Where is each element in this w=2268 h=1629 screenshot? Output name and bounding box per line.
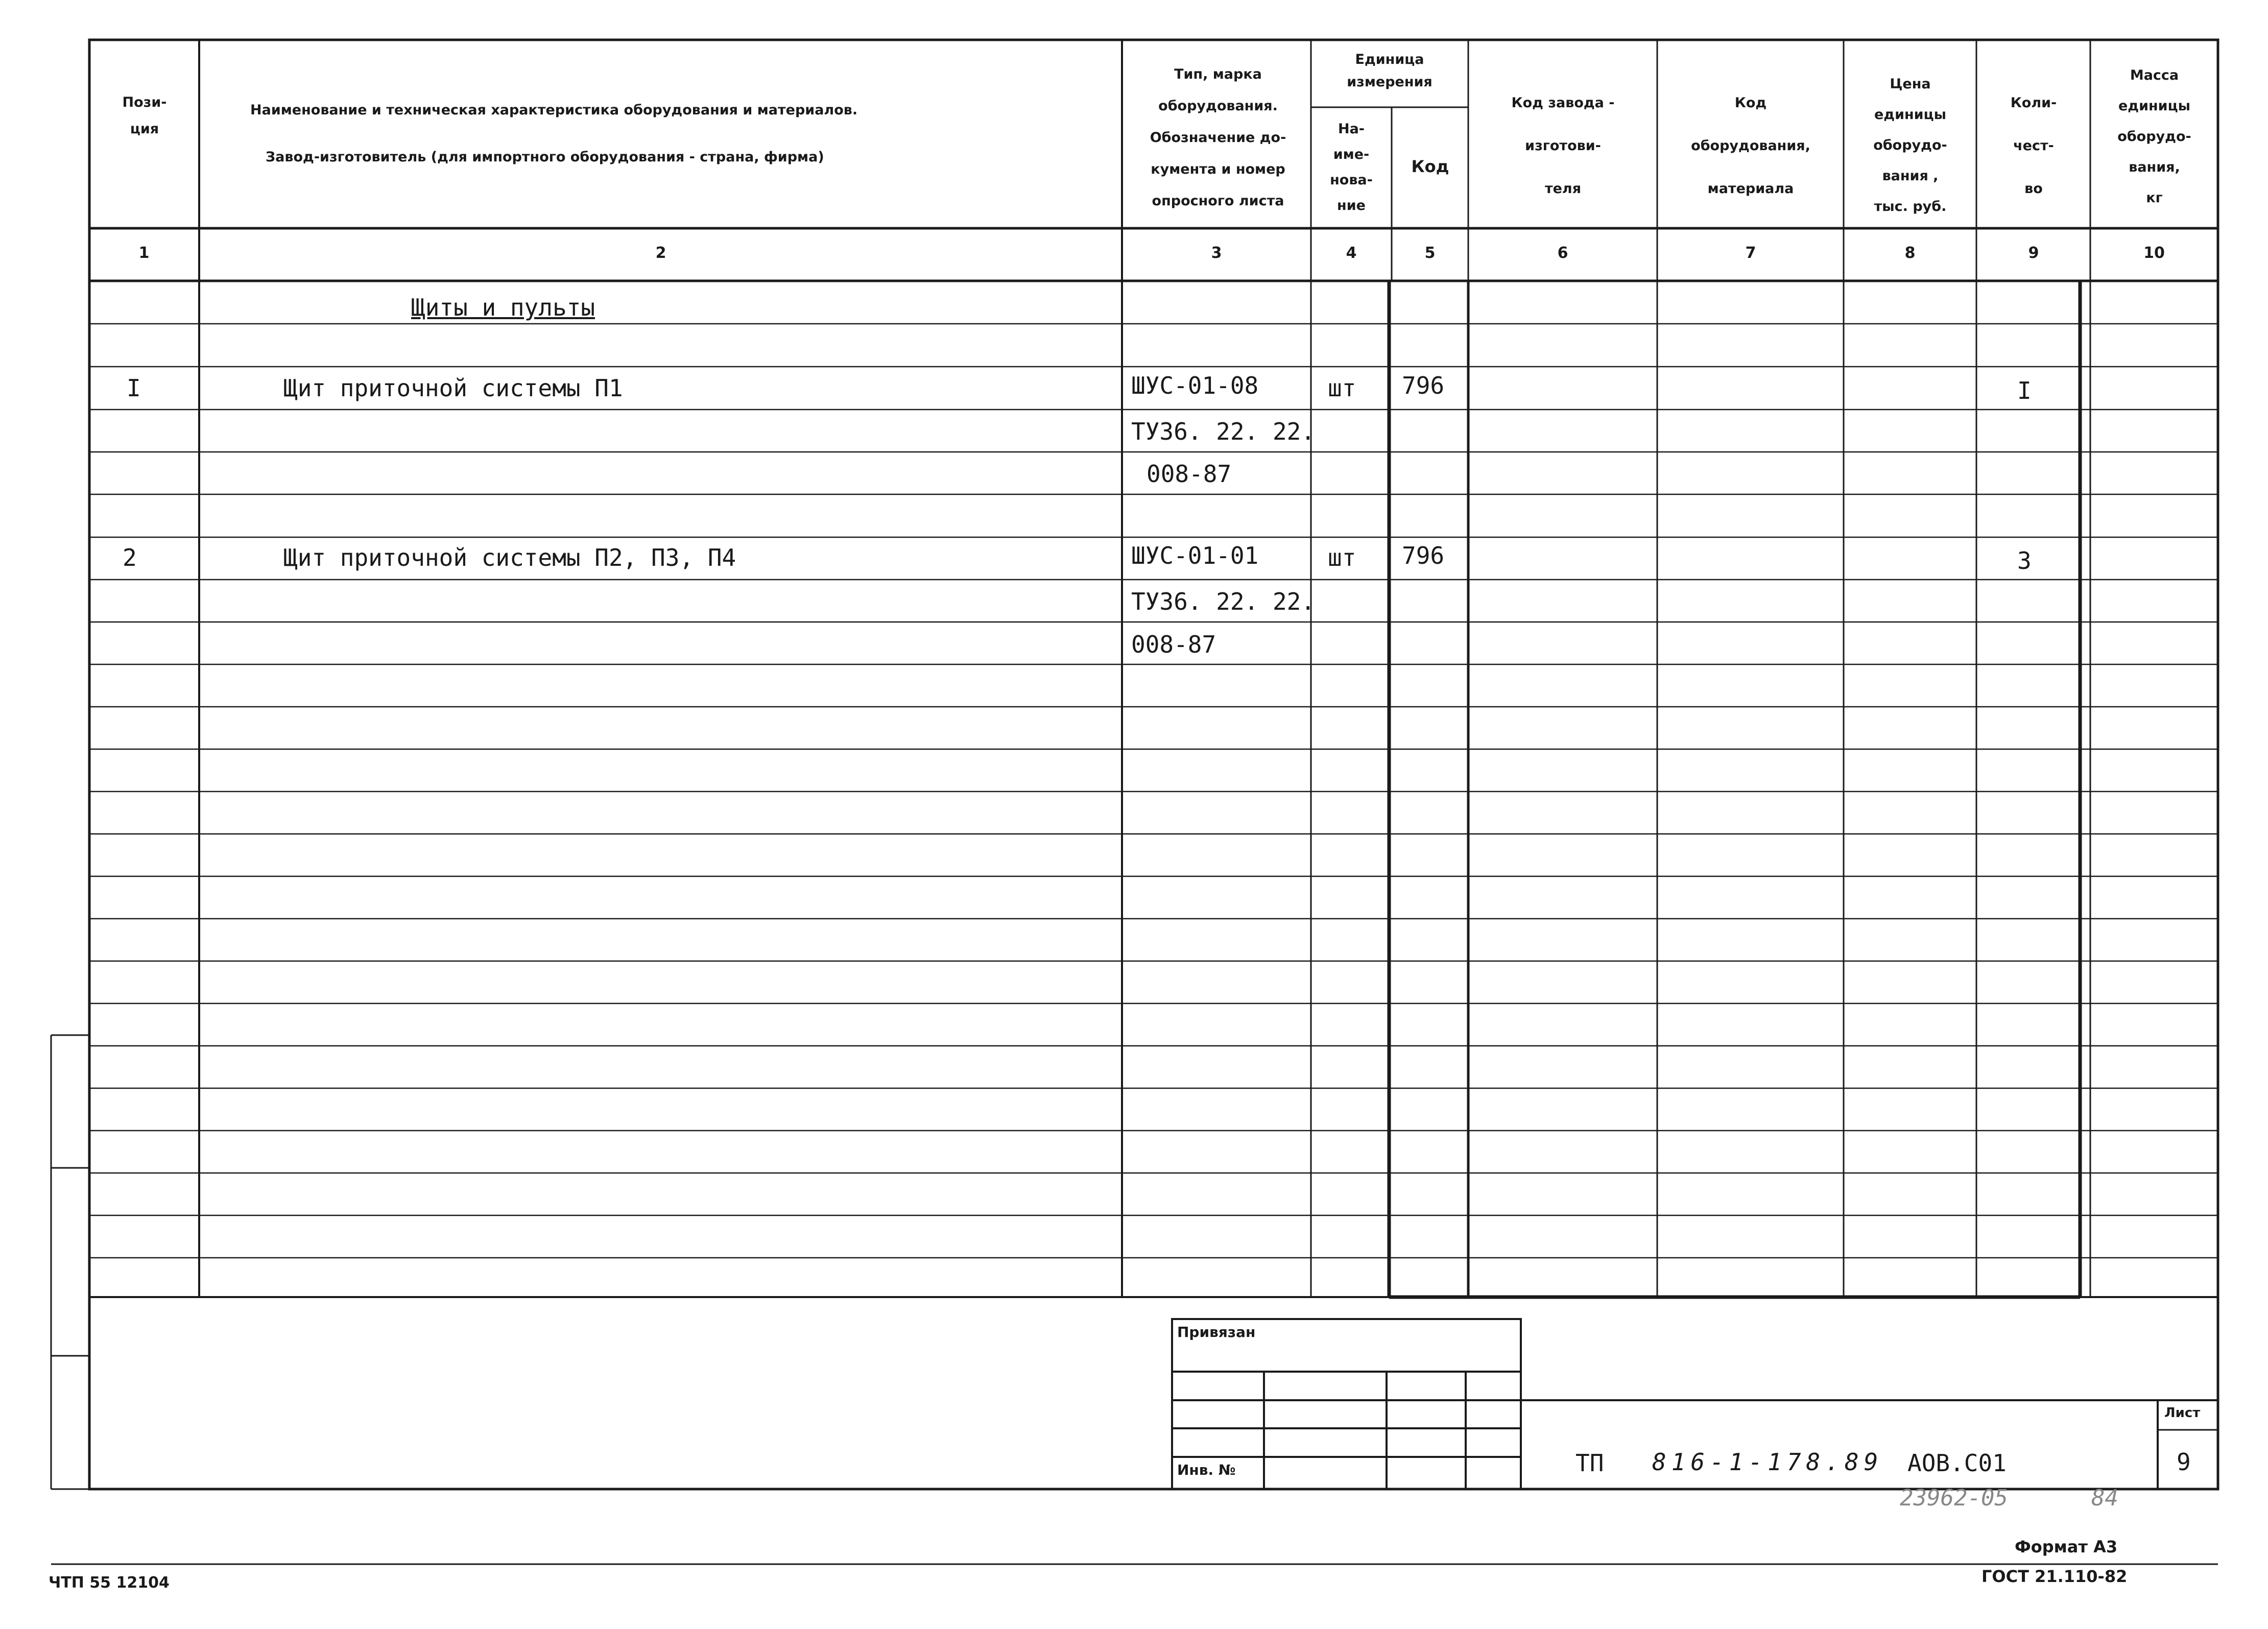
row1-unit: шт	[1328, 374, 1356, 402]
column-number: 2	[655, 244, 666, 262]
header-price: Цена единицы оборудо- вания , тыс. руб.	[1873, 76, 1947, 214]
row1-unit-code: 796	[1402, 372, 1445, 399]
doc-suffix: АОВ.С01	[1907, 1449, 2007, 1477]
doc-prefix: ТП	[1575, 1449, 1604, 1477]
column-number: 5	[1424, 244, 1436, 262]
sheet-number: 9	[2177, 1448, 2191, 1476]
format-label: Формат А3	[2015, 1537, 2118, 1556]
header-quantity: Коли- чест- во	[2010, 95, 2057, 197]
column-number: 4	[1346, 244, 1357, 262]
column-number: 6	[1557, 244, 1568, 262]
row2-type-line2: ТУ36. 22. 22.	[1131, 588, 1316, 615]
row1-type-line1: ШУС-01-08	[1131, 372, 1259, 399]
column-number: 8	[1904, 244, 1916, 262]
row2-type-line1: ШУС-01-01	[1131, 542, 1259, 569]
column-number: 10	[2143, 244, 2165, 262]
header-mass: Масса единицы оборудо- вания, кг	[2117, 67, 2191, 206]
doc-number: 816-1-178.89	[1652, 1448, 1883, 1476]
column-number: 7	[1745, 244, 1756, 262]
row2-position: 2	[123, 544, 137, 571]
gost-label: ГОСТ 21.110-82	[1981, 1567, 2128, 1586]
handwritten-number: 23962-05	[1900, 1485, 2008, 1511]
row1-type-line2: ТУ36. 22. 22.	[1131, 418, 1316, 445]
header-name: Наименование и техническая характеристика оборудования и материалов. Завод-изготовитель (для импортного оборудования - страна, фирма)	[250, 102, 858, 165]
header-position: Пози- ция	[122, 94, 167, 137]
header-unit-code: Код	[1411, 157, 1449, 176]
handwritten-number-2: 84	[2091, 1485, 2118, 1511]
row2-unit: шт	[1328, 544, 1356, 571]
row2-type-line3: 008-87	[1131, 631, 1216, 658]
row2-unit-code: 796	[1402, 542, 1445, 569]
inventory-number-label: Инв. №	[1177, 1462, 1236, 1478]
header-equipment-code: Код оборудования, материала	[1691, 95, 1810, 197]
bound-label: Привязан	[1177, 1324, 1256, 1340]
sheet-label: Лист	[2164, 1405, 2201, 1421]
section-title: Щиты и пульты	[411, 294, 595, 321]
row1-type-line3: 008-87	[1147, 460, 1232, 488]
row1-name: Щит приточной системы П1	[283, 374, 623, 402]
column-number: 9	[2028, 244, 2039, 262]
row1-position: I	[127, 374, 141, 402]
column-number: 3	[1211, 244, 1222, 262]
header-unit-group: Единица измерения	[1347, 52, 1433, 90]
row2-quantity: 3	[2017, 547, 2032, 574]
header-plant-code: Код завода - изготови- теля	[1511, 95, 1615, 197]
header-unit-name: На- име- нова- ние	[1330, 121, 1373, 213]
row1-quantity: I	[2017, 377, 2032, 404]
row2-name: Щит приточной системы П2, П3, П4	[283, 544, 736, 571]
header-type: Тип, марка оборудования. Обозначение до- кумента и номер опросного листа	[1150, 66, 1286, 209]
catalog-code: ЧТП 55 12104	[49, 1574, 170, 1592]
column-number: 1	[138, 244, 150, 262]
